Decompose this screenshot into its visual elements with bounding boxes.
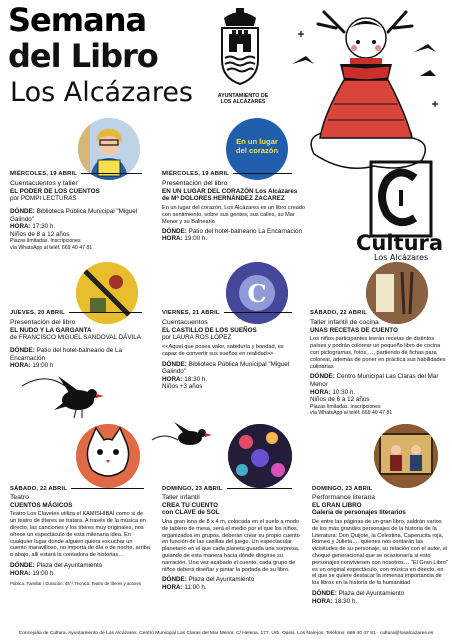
bird-small-icon <box>150 418 220 452</box>
event-2-desc: En un lugar del corazón, Los Alcázares es un libro creado con sentimiento, sobre sus gentes, sus calles, su Mar Menor y su Balneario <box>162 205 306 225</box>
event-5-desc: Los niños participantes leerán recetas de distintos países y podrán colorear un pequeño libro de cocina con pictogramas, fotos,…, partiendo de fichas para colorear, además de poner en práctica sus habilidades culinarias <box>310 336 446 370</box>
event-4-time-label: HORA: <box>162 375 183 383</box>
event-7-desc: Una gran lona de 8 x 4 m, colocada en el suelo a modo de tablero de mesa, será el medio por el que los niños, organizados en grupos, deberán crear su propio cuento en función de las casillas del juego. Un espectacular planetario en el que cada planeta guarda una sorpresa, guiando de esta manera hacia dónde dirigirse su narración. Una vez acabado el cuento, cada grupo de niños deberá diseñar y pintar la portada de su libro. <box>162 518 300 573</box>
event-7-where: Plaza del Ayuntamiento <box>188 576 255 584</box>
event-7-title-2: con CLAVE de SOL <box>162 509 220 517</box>
subtitle: Los Alcázares <box>10 77 194 108</box>
event-2-author: de Mª DOLORES HERNÁNDEZ ZACAREZ <box>162 195 285 203</box>
event-2-title-suffix: Los Alcázares <box>255 187 298 195</box>
event-3-where: Patio del hotel-balneario de La Encarnación <box>10 346 123 362</box>
event-4-title: EL CASTILLO DE LOS SUEÑOS <box>162 326 257 334</box>
event-5-date: SÁBADO, 22 ABRIL <box>310 309 368 316</box>
cover-line-2: del corazón <box>235 145 279 155</box>
event-1-where: Biblioteca Pública Municipal "Miguel Galindo" <box>10 207 138 223</box>
event-7-date-bar <box>162 484 292 493</box>
ayto-line-1: AYUNTAMIENTO DE <box>217 93 269 99</box>
event-2-date: MIÉRCOLES, 19 ABRIL <box>162 170 230 177</box>
event-3-author: de FRANCISCO MIGUEL SANDOVAL DÁVILA <box>10 334 141 342</box>
event-4-category: Cuentacuentos <box>162 319 208 326</box>
event-8-time: 18:30 h. <box>334 597 358 605</box>
event-8-title: EL GRAN LIBRO <box>312 501 362 509</box>
event-1-date: MIÉRCOLES, 19 ABRIL <box>10 170 78 177</box>
event-6-photo <box>76 424 140 488</box>
footer-contact: Concejalía de Cultura. Ayuntamiento de Los Alcázares. Centro Municipal Las Claras del Mar Menor. C/ Helena, 177. Urb. Oasis. Los Narejos. Teléfono: 669 40 47 81 · cultura@losalcazares.es <box>18 631 434 636</box>
event-1-details <box>10 180 142 251</box>
event-2-title: EN UN LUGAR DEL CORAZÓN <box>162 187 254 195</box>
event-7-time: 11:00 h. <box>184 583 207 591</box>
event-3-where-label: DÓNDE: <box>10 346 35 354</box>
event-8-category: Performance literaria <box>312 494 376 501</box>
event-3-category: Presentación del libro <box>10 319 76 326</box>
event-5-where-label: DÓNDE: <box>310 373 335 381</box>
actors-photo-icon <box>374 424 438 488</box>
event-6-title: CUENTOS MÁGICOS <box>10 501 73 509</box>
event-1-where-label: DÓNDE: <box>10 207 35 215</box>
event-1-time-label: HORA: <box>10 223 31 231</box>
cultura-logo-icon <box>369 160 433 242</box>
svg-text:C: C <box>247 279 267 308</box>
event-5-date-bar <box>310 308 370 317</box>
planets-board-icon <box>228 424 292 488</box>
event-1-time: 17:30 h. <box>32 223 56 231</box>
event-8-date-bar <box>312 484 376 493</box>
cover-line-1: En un lugar <box>236 137 278 146</box>
event-3-time: 19:00 h <box>32 362 54 370</box>
event-7-time-label: HORA: <box>162 583 183 591</box>
event-8-title-2: Galería de personajes literarios <box>312 509 406 517</box>
event-1-date-bar <box>10 169 142 178</box>
girl-reading-illustration-icon <box>284 4 446 180</box>
event-2-category: Presentación del libro <box>162 180 228 187</box>
event-7-details <box>162 494 300 592</box>
event-2-where: Patio del hotel-balneario La Encarnación <box>188 227 303 235</box>
event-6-desc: Teatro Los Claveles utiliza el KAMISHIBAI como si de un teatro de títeres se tratara. A través de la música en directo, las canciones y los títeres muy originales, nos ofrece un espectáculo de esta milenaria idea. En cualquier lugar donde alguien quiera escuchar un cuento maravilloso, no importa de día o de noche, arriba o abajo, allí estará la contadora de historias… <box>10 511 150 559</box>
event-7-category: Taller infantil <box>162 494 200 501</box>
event-4-author: por LAURA ROS LÓPEZ <box>162 334 232 342</box>
event-6-note: Público: Familiar / Duración: 45' / Técnica: Teatro de títeres y actores <box>10 581 142 587</box>
event-4-time: 18:30 h. <box>184 375 208 383</box>
event-4-where-label: DÓNDE: <box>162 360 187 368</box>
cultura-word: Cultura <box>356 231 444 255</box>
event-6-time-label: HORA: <box>10 569 31 577</box>
event-8-where: Plaza del Ayuntamiento <box>338 589 405 597</box>
event-5-title: UNAS RECETAS DE CUENTO <box>310 326 398 334</box>
event-7-date: DOMINGO, 23 ABRIL <box>162 485 223 492</box>
town-crest-icon <box>216 6 264 88</box>
event-4-date: VIERNES, 21 ABRIL <box>162 309 220 316</box>
event-1-extra-1: Plazas limitadas. Inscripciones <box>10 238 81 245</box>
event-8-date: DOMINGO, 23 ABRIL <box>312 485 373 492</box>
event-1-category: Cuentacuentos y taller <box>10 180 78 187</box>
event-3-title: EL NUDO Y LA GARGANTA <box>10 326 92 334</box>
event-5-time: 10:30 h. <box>332 388 356 396</box>
event-5-details <box>310 319 446 417</box>
event-4-date-bar <box>162 308 292 317</box>
event-6-where: Plaza del Ayuntamiento <box>36 561 103 569</box>
cultura-sub: Los Alcázares <box>374 253 429 262</box>
event-2-where-label: DÓNDE: <box>162 227 187 235</box>
event-5-category: Taller infantil de cocina <box>310 319 379 326</box>
cooking-photo-icon <box>366 262 428 324</box>
event-7-photo <box>228 424 292 488</box>
event-5-where: Centro Municipal Las Claras del Mar Menor <box>310 373 439 388</box>
event-2-time-label: HORA: <box>162 235 183 243</box>
event-5-photo <box>366 262 428 324</box>
event-3-time-label: HORA: <box>10 362 31 370</box>
event-4-details <box>162 319 298 391</box>
event-4-desc: <<Aquel que posea valor, sabiduría y bondad, es capaz de convertir sus sueños en realidad>> <box>162 343 284 357</box>
event-4-where: Biblioteca Pública Municipal "Miguel Galindo" <box>162 360 290 376</box>
event-5-ages: Niños de 6 a 12 años <box>310 396 370 404</box>
event-5-time-label: HORA: <box>310 388 331 396</box>
event-4-ages: Niños +3 años <box>162 383 203 391</box>
event-1-title: EL PODER DE LOS CUENTOS <box>10 187 100 195</box>
event-7-title: CREA TU CUENTO <box>162 501 218 509</box>
event-6-where-label: DÓNDE: <box>10 561 35 569</box>
event-2-details <box>162 180 348 243</box>
event-8-time-label: HORA: <box>312 597 333 605</box>
event-8-desc: De entre las páginas de un gran libro, saldrán varios de los más grandes personajes de la historia de la Literatura: Don Quijote, la Celestina, Caperucita roja, Romeo y Julieta…. quienes nos contarán las vicisitudes de su personaje, su relación con el autor, el choque generacional que se ocasionaría si esto personajes conviviesen con nosotros… "El Gran Libro" es un original espectáculo, con música en directo, en el que se quiere destacar la inmensa importancia de los libros en la historia de la humanidad <box>312 518 448 587</box>
event-6-details <box>10 494 150 587</box>
event-1-extra-2: vía WhatsApp al teléf. 669 40 47 81 <box>10 244 93 251</box>
event-8-details <box>312 494 448 605</box>
event-2-time: 19:00 h. <box>184 235 208 243</box>
event-3-details <box>10 319 150 370</box>
cat-puppet-icon <box>76 424 140 488</box>
event-5-extra-2: vía WhatsApp al teléf. 669 40 47 81 <box>310 410 393 417</box>
event-8-where-label: DÓNDE: <box>312 589 337 597</box>
event-6-time: 19:00 h. <box>32 569 56 577</box>
event-6-date: SÁBADO, 22 ABRIL <box>10 485 68 492</box>
event-1-ages: Niños de 8 a 12 años <box>10 230 70 238</box>
title-line-2: del Libro <box>8 37 158 75</box>
event-5-extra-1: Plazas limitadas. Inscripciones <box>310 403 381 410</box>
event-1-author: por POMPI LECTURAS <box>10 195 77 203</box>
event-6-category: Teatro <box>10 494 29 501</box>
ayuntamiento-label <box>208 93 278 106</box>
event-2-date-bar <box>162 169 292 178</box>
ayto-line-2: LOS ALCÁZARES <box>220 99 266 106</box>
event-6-date-bar <box>10 484 144 493</box>
title-line-1: Semana <box>8 1 147 39</box>
event-8-photo <box>374 424 438 488</box>
event-3-date-bar <box>10 308 142 317</box>
event-3-date: JUEVES, 20 ABRIL <box>10 309 65 316</box>
bird-icon <box>18 366 114 422</box>
event-7-where-label: DÓNDE: <box>162 576 187 584</box>
